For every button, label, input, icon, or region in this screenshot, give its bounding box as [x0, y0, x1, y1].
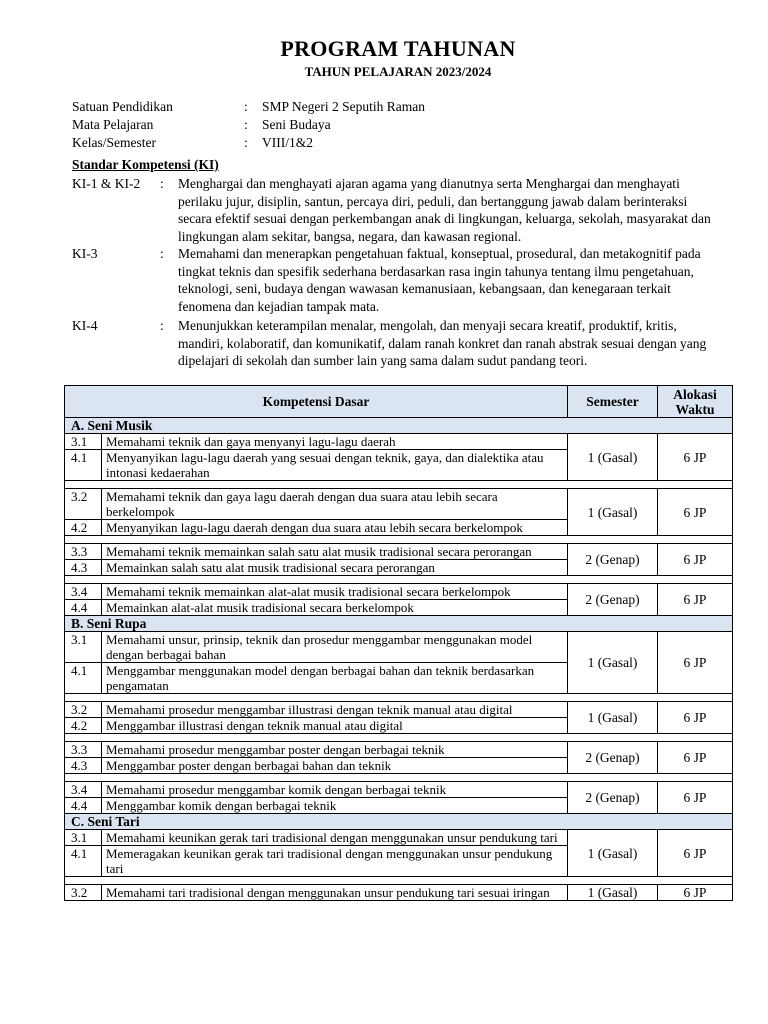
info-row-kelas [72, 134, 425, 152]
group-spacer [65, 774, 733, 782]
table-row [65, 782, 733, 798]
spacer-cell [65, 734, 733, 742]
ki-heading: Standar Kompetensi (KI) [72, 157, 219, 172]
semester-cell: 1 (Gasal) [568, 632, 658, 694]
kd-text: Menggambar poster dengan berbagai bahan dan teknik [102, 758, 568, 774]
spacer-cell [65, 481, 733, 489]
table-row [65, 885, 733, 901]
group-spacer [65, 694, 733, 702]
kd-number: 3.4 [65, 782, 102, 798]
ki-label: KI-3 [72, 246, 98, 261]
table-row [65, 742, 733, 758]
kd-number: 4.2 [65, 718, 102, 734]
kd-number: 3.2 [65, 702, 102, 718]
spacer-cell [65, 694, 733, 702]
kd-number: 4.2 [65, 520, 102, 536]
kd-text: Memahami tari tradisional dengan menggunakan unsur pendukung tari sesuai iringan [102, 885, 568, 901]
info-value: Seni Budaya [262, 117, 331, 132]
header-kd: Kompetensi Dasar [65, 386, 568, 418]
info-separator: : [244, 135, 248, 150]
kd-number: 3.3 [65, 742, 102, 758]
group-spacer [65, 576, 733, 584]
table-row [65, 830, 733, 846]
kd-number: 4.1 [65, 663, 102, 694]
kd-text: Memahami teknik memainkan salah satu alat musik tradisional secara perorangan [102, 544, 568, 560]
spacer-cell [65, 774, 733, 782]
kd-number: 3.1 [65, 434, 102, 450]
info-row-satuan [72, 98, 425, 116]
kd-number: 4.4 [65, 600, 102, 616]
info-block [72, 98, 425, 152]
semester-cell: 1 (Gasal) [568, 489, 658, 536]
ki-item-4 [72, 317, 712, 370]
ki-label: KI-1 & KI-2 [72, 176, 141, 191]
kd-number: 3.1 [65, 632, 102, 663]
semester-cell: 1 (Gasal) [568, 434, 658, 481]
kd-text: Menggambar illustrasi dengan teknik manual atau digital [102, 718, 568, 734]
semester-cell: 1 (Gasal) [568, 702, 658, 734]
info-value: SMP Negeri 2 Seputih Raman [262, 99, 425, 114]
table-row [65, 489, 733, 520]
kd-text: Memahami teknik dan gaya menyanyi lagu-lagu daerah [102, 434, 568, 450]
alokasi-cell: 6 JP [658, 702, 733, 734]
section-title: C. Seni Tari [65, 814, 733, 830]
alokasi-cell: 6 JP [658, 885, 733, 901]
section-title: B. Seni Rupa [65, 616, 733, 632]
page-subtitle: TAHUN PELAJARAN 2023/2024 [304, 64, 492, 79]
semester-cell: 1 (Gasal) [568, 885, 658, 901]
kd-text: Memainkan alat-alat musik tradisional secara berkelompok [102, 600, 568, 616]
kd-text: Menyanyikan lagu-lagu daerah yang sesuai dengan teknik, gaya, dan dialektika atau intonasi kedaerahan [102, 450, 568, 481]
ki-item-1-2 [72, 175, 712, 245]
kd-text: Memahami teknik memainkan alat-alat musik tradisional secara berkelompok [102, 584, 568, 600]
info-value: VIII/1&2 [262, 135, 313, 150]
group-spacer [65, 481, 733, 489]
info-label: Kelas/Semester [72, 135, 156, 150]
kd-number: 4.1 [65, 450, 102, 481]
info-separator: : [244, 99, 248, 114]
section-row [65, 814, 733, 830]
kd-number: 4.3 [65, 560, 102, 576]
kd-number: 4.4 [65, 798, 102, 814]
kompetensi-dasar-table [64, 385, 733, 901]
table-row [65, 544, 733, 560]
section-title: A. Seni Musik [65, 418, 733, 434]
alokasi-cell: 6 JP [658, 632, 733, 694]
semester-cell: 2 (Genap) [568, 742, 658, 774]
kd-text: Memahami prosedur menggambar poster dengan berbagai teknik [102, 742, 568, 758]
kd-number: 3.2 [65, 489, 102, 520]
page-title: PROGRAM TAHUNAN [280, 36, 516, 61]
semester-cell: 2 (Genap) [568, 544, 658, 576]
alokasi-cell: 6 JP [658, 544, 733, 576]
group-spacer [65, 877, 733, 885]
table-row [65, 702, 733, 718]
kd-number: 3.3 [65, 544, 102, 560]
semester-cell: 2 (Genap) [568, 782, 658, 814]
ki-text: Menunjukkan keterampilan menalar, mengolah, dan menyaji secara kreatif, produktif, kritis, mandiri, kolaboratif, dan komunikatif, dalam ranah konkret dan ranah abstrak sesuai dengan yang dipelajari di sekolah dan sumber lain yang sama dalam sudut pandang teori. [178, 318, 707, 368]
kd-text: Memainkan salah satu alat musik tradisional secara perorangan [102, 560, 568, 576]
semester-cell: 1 (Gasal) [568, 830, 658, 877]
kd-text: Menggambar menggunakan model dengan berbagai bahan dan teknik berdasarkan pengamatan [102, 663, 568, 694]
alokasi-cell: 6 JP [658, 742, 733, 774]
ki-text: Memahami dan menerapkan pengetahuan faktual, konseptual, prosedural, dan metakognitif pada tingkat teknis dan spesifik sederhana berdasarkan rasa ingin tahunya tentang ilmu pengetahuan, teknologi, seni, budaya dengan wawasan kemanusiaan, kebangsaan, dan kenegaraan terkait fenomena dan kejadian tampak mata. [178, 246, 701, 314]
info-label: Satuan Pendidikan [72, 99, 173, 114]
kd-text: Memahami keunikan gerak tari tradisional dengan menggunakan unsur pendukung tari [102, 830, 568, 846]
ki-label: KI-4 [72, 318, 98, 333]
info-separator: : [244, 117, 248, 132]
kd-text: Memahami prosedur menggambar illustrasi dengan teknik manual atau digital [102, 702, 568, 718]
alokasi-cell: 6 JP [658, 584, 733, 616]
kd-text: Menyanyikan lagu-lagu daerah dengan dua suara atau lebih secara berkelompok [102, 520, 568, 536]
info-row-mapel [72, 116, 425, 134]
table-row [65, 434, 733, 450]
ki-separator: : [160, 246, 164, 261]
kd-text: Memahami prosedur menggambar komik dengan berbagai teknik [102, 782, 568, 798]
section-row [65, 418, 733, 434]
alokasi-cell: 6 JP [658, 434, 733, 481]
spacer-cell [65, 576, 733, 584]
header-alokasi: Alokasi Waktu [658, 386, 733, 418]
header-semester: Semester [568, 386, 658, 418]
table-row [65, 584, 733, 600]
kd-text: Memahami teknik dan gaya lagu daerah dengan dua suara atau lebih secara berkelompok [102, 489, 568, 520]
table-header-row [65, 386, 733, 418]
table-row [65, 632, 733, 663]
alokasi-cell: 6 JP [658, 782, 733, 814]
kd-number: 3.1 [65, 830, 102, 846]
semester-cell: 2 (Genap) [568, 584, 658, 616]
section-row [65, 616, 733, 632]
kd-number: 3.2 [65, 885, 102, 901]
spacer-cell [65, 877, 733, 885]
kd-number: 4.1 [65, 846, 102, 877]
alokasi-cell: 6 JP [658, 489, 733, 536]
info-label: Mata Pelajaran [72, 117, 154, 132]
kd-text: Memeragakan keunikan gerak tari tradisional dengan menggunakan unsur pendukung tari [102, 846, 568, 877]
alokasi-cell: 6 JP [658, 830, 733, 877]
ki-item-3 [72, 245, 712, 315]
spacer-cell [65, 536, 733, 544]
kd-text: Menggambar komik dengan berbagai teknik [102, 798, 568, 814]
kd-number: 4.3 [65, 758, 102, 774]
group-spacer [65, 536, 733, 544]
ki-separator: : [160, 176, 164, 191]
group-spacer [65, 734, 733, 742]
ki-separator: : [160, 318, 164, 333]
kd-text: Memahami unsur, prinsip, teknik dan prosedur menggambar menggunakan model dengan berbagai bahan [102, 632, 568, 663]
ki-text: Menghargai dan menghayati ajaran agama yang dianutnya serta Menghargai dan menghayati perilaku jujur, disiplin, santun, percaya diri, peduli, dan bertanggung jawab dalam berinteraksi secara efektif sesuai dengan perkembangan anak di lingkungan, keluarga, sekolah, masyarakat dan lingkungan alam sekitar, bangsa, negara, dan kawasan regional. [178, 176, 711, 244]
kd-number: 3.4 [65, 584, 102, 600]
